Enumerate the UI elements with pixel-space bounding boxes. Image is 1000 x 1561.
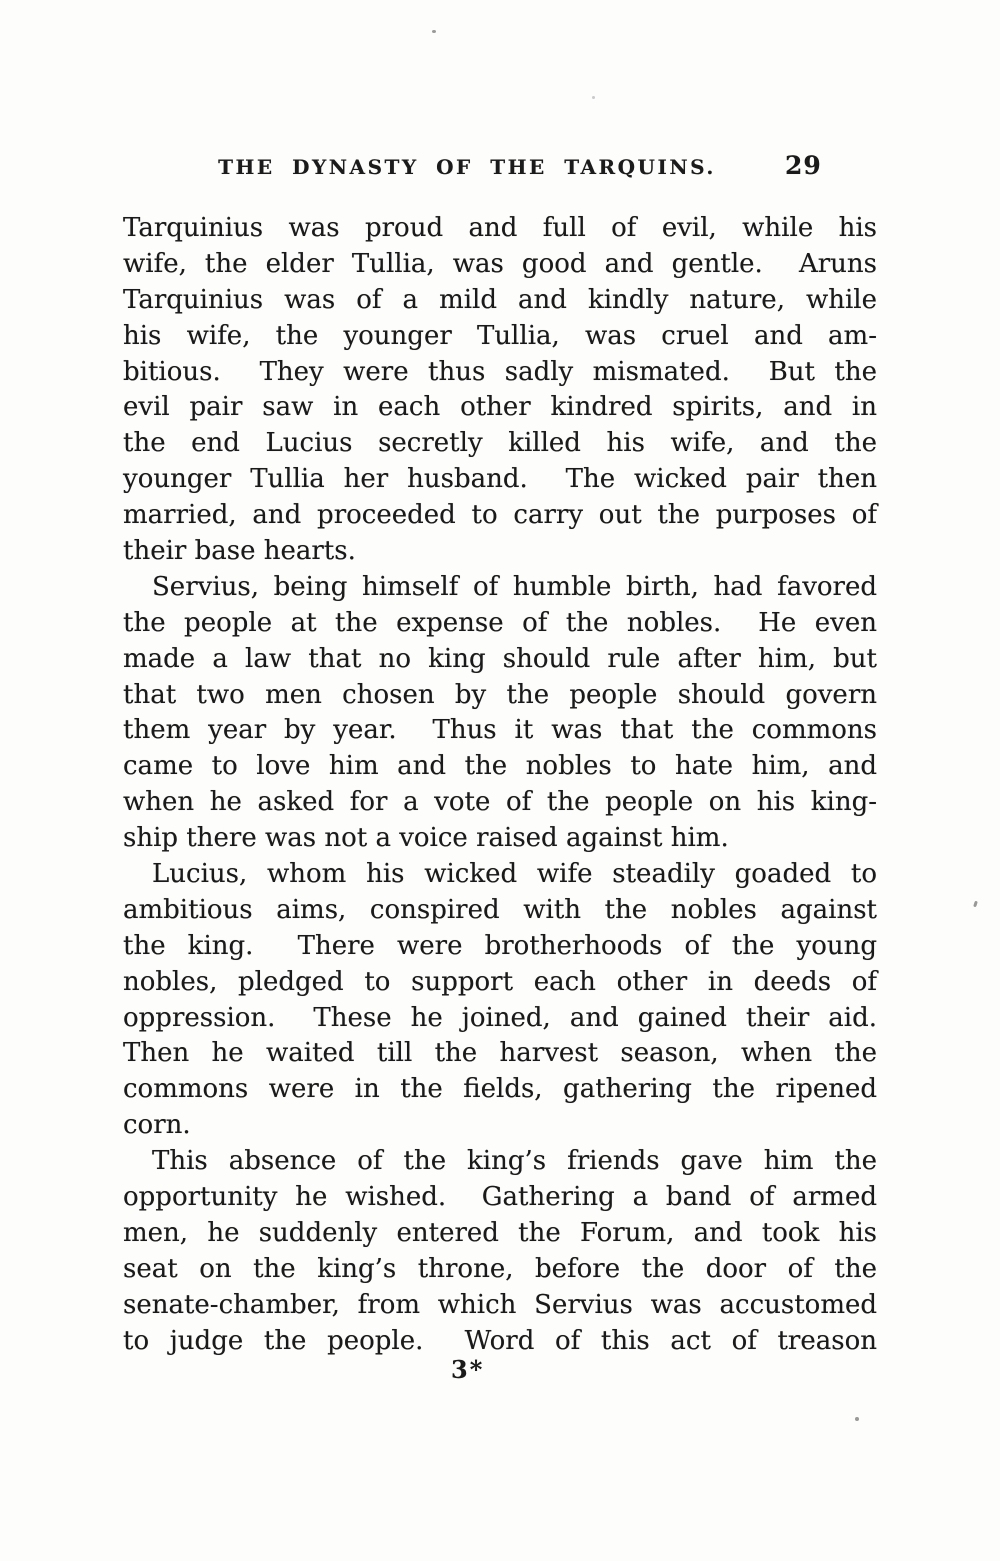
text-line: This absence of the king’s friends gave him the bbox=[152, 1146, 877, 1177]
text-line: came to love him and the nobles to hate him, and bbox=[123, 751, 877, 782]
text-line: when he asked for a vote of the people on his king- bbox=[123, 787, 877, 818]
text-line: nobles, pledged to support each other in deeds of bbox=[123, 966, 877, 997]
scan-speck bbox=[855, 1417, 859, 1421]
page-title: THE DYNASTY OF THE TARQUINS. bbox=[218, 155, 716, 179]
text-line: made a law that no king should rule after him, but bbox=[123, 643, 877, 674]
text-line: seat on the king’s throne, before the door of the bbox=[123, 1253, 877, 1284]
signature-mark: 3* bbox=[451, 1355, 485, 1384]
text-line: the king. There were brotherhoods of the young bbox=[123, 930, 877, 961]
text-line: corn. bbox=[123, 1110, 191, 1141]
text-line: senate-chamber, from which Servius was accustomed bbox=[123, 1289, 877, 1320]
text-line: opportunity he wished. Gathering a band of armed bbox=[123, 1182, 877, 1213]
text-line: to judge the people. Word of this act of treason bbox=[123, 1325, 877, 1356]
text-line: wife, the elder Tullia, was good and gentle. Aruns bbox=[123, 248, 877, 279]
scan-speck bbox=[973, 901, 978, 908]
scan-speck bbox=[432, 30, 436, 33]
text-line: Tarquinius was proud and full of evil, while his bbox=[123, 213, 877, 243]
text-line: Lucius, whom his wicked wife steadily goaded to bbox=[152, 859, 877, 890]
text-line: commons were in the fields, gathering the ripened bbox=[123, 1074, 877, 1105]
text-line: bitious. They were thus sadly mismated. But the bbox=[123, 356, 877, 387]
scan-speck bbox=[592, 96, 595, 99]
scan-speck bbox=[508, 662, 510, 664]
text-line: them year by year. Thus it was that the commons bbox=[123, 715, 877, 746]
body-text bbox=[123, 211, 877, 1360]
text-line: younger Tullia her husband. The wicked pair then bbox=[123, 464, 877, 495]
text-line: Then he waited till the harvest season, when the bbox=[123, 1038, 877, 1069]
text-line: their base hearts. bbox=[123, 536, 356, 567]
text-line: evil pair saw in each other kindred spirits, and in bbox=[123, 392, 877, 423]
text-line: ambitious aims, conspired with the nobles against bbox=[123, 894, 877, 925]
running-head bbox=[123, 151, 877, 187]
text-line: men, he suddenly entered the Forum, and took his bbox=[123, 1217, 877, 1248]
text-line: that two men chosen by the people should govern bbox=[123, 679, 877, 710]
text-line: oppression. These he joined, and gained their aid. bbox=[123, 1002, 877, 1033]
text-line: Tarquinius was of a mild and kindly nature, while bbox=[123, 284, 877, 315]
text-line: the people at the expense of the nobles. He even bbox=[123, 607, 877, 638]
page-number: 29 bbox=[785, 151, 822, 180]
text-line: his wife, the younger Tullia, was cruel and am- bbox=[123, 320, 877, 351]
text-line: married, and proceeded to carry out the purposes of bbox=[123, 500, 877, 531]
text-line: ship there was not a voice raised against him. bbox=[123, 823, 729, 854]
text-line: Servius, being himself of humble birth, had favored bbox=[152, 571, 877, 602]
text-line: the end Lucius secretly killed his wife, and the bbox=[123, 428, 877, 459]
